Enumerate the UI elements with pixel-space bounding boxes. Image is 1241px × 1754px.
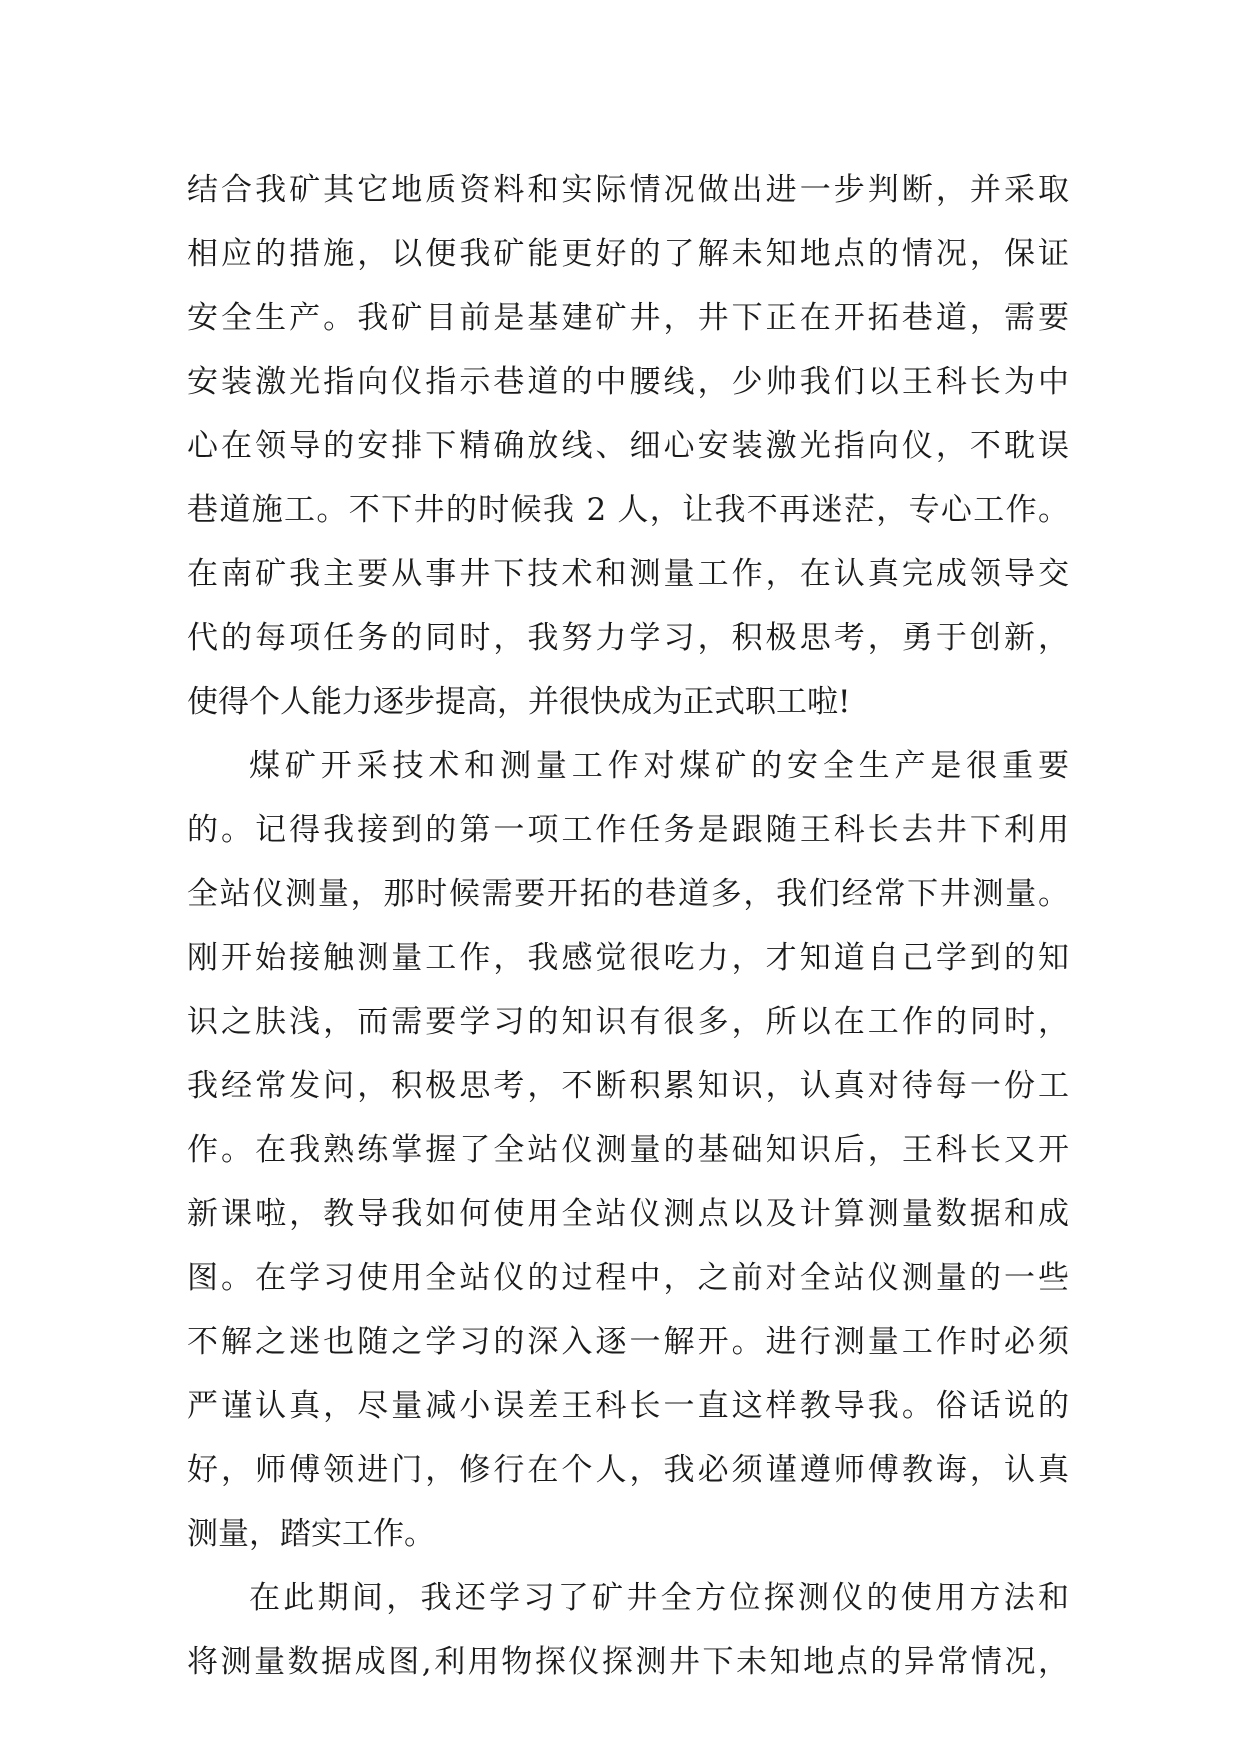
text-line: 刚开始接触测量工作，我感觉很吃力，才知道自己学到的知: [187, 940, 1069, 976]
text-line: 相应的措施，以便我矿能更好的了解未知地点的情况，保证: [187, 236, 1069, 272]
body-text: [187, 158, 1069, 1694]
text-line: 新课啦，教导我如何使用全站仪测点以及计算测量数据和成: [187, 1196, 1069, 1232]
text-line: 严谨认真，尽量减小误差王科长一直这样教导我。俗话说的: [187, 1388, 1069, 1424]
text-line: 图。在学习使用全站仪的过程中，之前对全站仪测量的一些: [187, 1260, 1069, 1296]
text-line: 我经常发问，积极思考，不断积累知识，认真对待每一份工: [187, 1068, 1069, 1104]
text-line: 巷道施工。不下井的时候我 2 人，让我不再迷茫，专心工作。: [187, 492, 1069, 528]
paragraph-first-line: 煤矿开采技术和测量工作对煤矿的安全生产是很重要: [249, 748, 1069, 784]
text-line: 测量，踏实工作。: [187, 1516, 435, 1552]
text-line: 好，师傅领进门，修行在个人，我必须谨遵师傅教诲，认真: [187, 1452, 1069, 1488]
text-line: 使得个人能力逐步提高，并很快成为正式职工啦!: [187, 684, 851, 720]
text-line: 安全生产。我矿目前是基建矿井，井下正在开拓巷道，需要: [187, 300, 1069, 336]
text-line: 不解之迷也随之学习的深入逐一解开。进行测量工作时必须: [187, 1324, 1069, 1360]
text-line: 识之肤浅，而需要学习的知识有很多，所以在工作的同时，: [187, 1004, 1069, 1040]
text-line: 心在领导的安排下精确放线、细心安装激光指向仪，不耽误: [187, 428, 1069, 464]
text-line: 在南矿我主要从事井下技术和测量工作，在认真完成领导交: [187, 556, 1069, 592]
text-line: 的。记得我接到的第一项工作任务是跟随王科长去井下利用: [187, 812, 1069, 848]
text-line: 结合我矿其它地质资料和实际情况做出进一步判断，并采取: [187, 172, 1069, 208]
text-line: 全站仪测量，那时候需要开拓的巷道多，我们经常下井测量。: [187, 876, 1069, 912]
text-line: 安装激光指向仪指示巷道的中腰线，少帅我们以王科长为中: [187, 364, 1069, 400]
text-line: 作。在我熟练掌握了全站仪测量的基础知识后，王科长又开: [187, 1132, 1069, 1168]
paragraph-first-line: 在此期间，我还学习了矿井全方位探测仪的使用方法和: [249, 1580, 1069, 1616]
text-line: 将测量数据成图,利用物探仪探测井下未知地点的异常情况，: [187, 1644, 1069, 1680]
text-line: 代的每项任务的同时，我努力学习，积极思考，勇于创新，: [187, 620, 1069, 656]
